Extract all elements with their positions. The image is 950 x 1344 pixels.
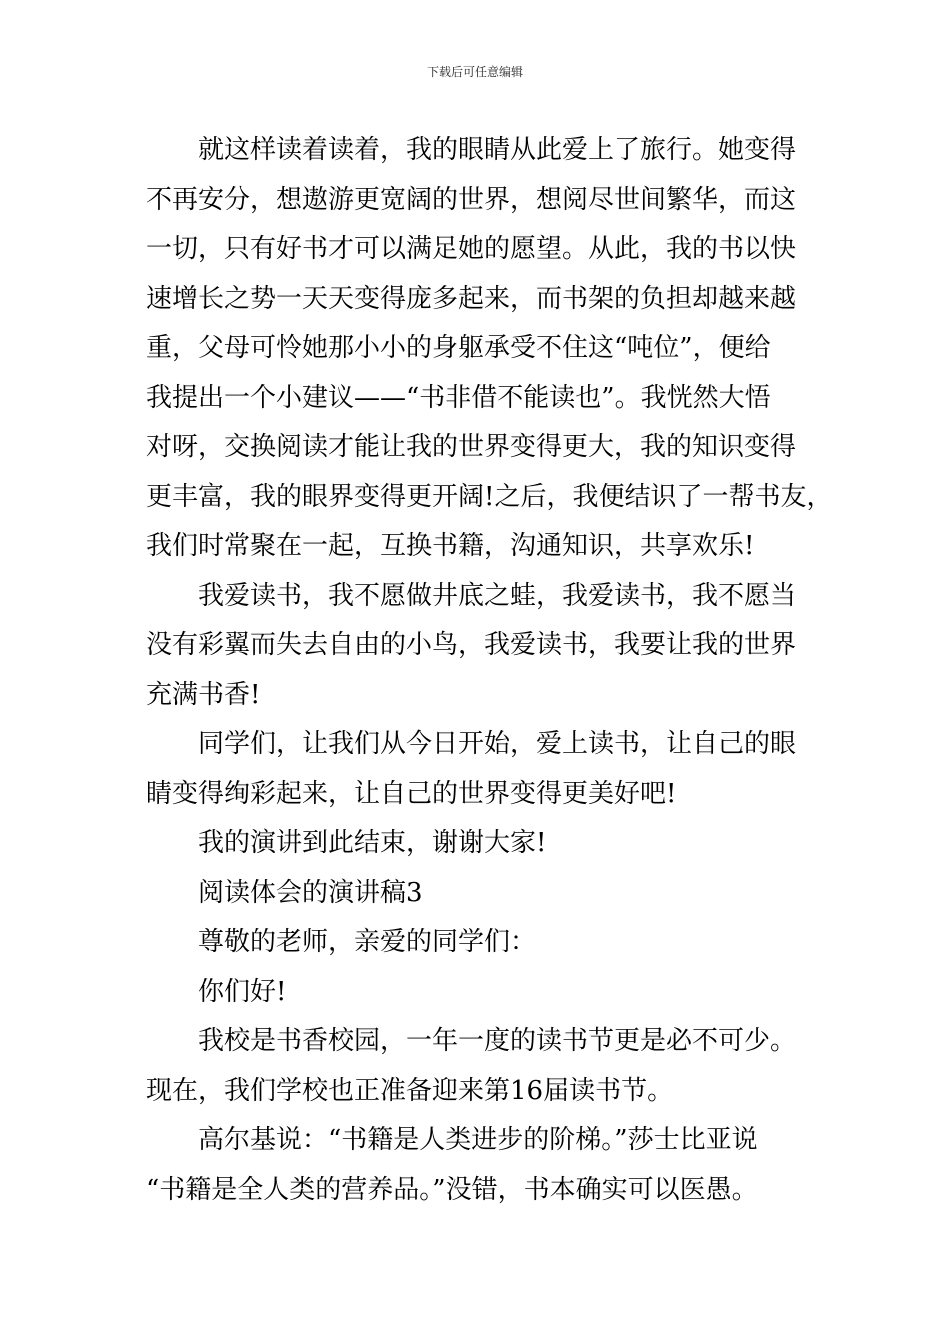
text-line: 高尔基说：“书籍是人类进步的阶梯。”莎士比亚说 [198, 1125, 758, 1155]
text-line: 一切，只有好书才可以满足她的愿望。从此，我的书以快 [146, 234, 797, 264]
text-line: 我的演讲到此结束，谢谢大家! [198, 828, 547, 858]
text-line: 我们时常聚在一起，互换书籍，沟通知识，共享欢乐! [146, 531, 755, 561]
text-line: 你们好! [198, 976, 287, 1007]
text-line: 我提出一个小建议——“书非借不能读也”。我恍然大悟 [146, 382, 771, 413]
text-line: 充满书香! [146, 679, 261, 710]
text-line: 我爱读书，我不愿做井底之蛙，我爱读书，我不愿当 [198, 580, 797, 611]
text-line: “书籍是全人类的营养品。”没错，书本确实可以医愚。 [146, 1174, 758, 1205]
text-line: 睛变得绚彩起来，让自己的世界变得更美好吧! [146, 778, 677, 809]
text-line: 速增长之势一天天变得庞多起来，而书架的负担却越来越 [146, 283, 797, 314]
text-line: 现在，我们学校也正准备迎来第16届读书节。 [146, 1075, 674, 1106]
text-line: 我校是书香校园，一年一度的读书节更是必不可少。 [198, 1026, 797, 1056]
document-body [146, 126, 833, 1215]
text-line: 重，父母可怜她那小小的身躯承受不住这“吨位”，便给 [146, 333, 771, 363]
text-line: 没有彩翼而失去自由的小鸟，我爱读书，我要让我的世界 [146, 630, 797, 660]
text-line: 不再安分，想遨游更宽阔的世界，想阅尽世间繁华，而这 [146, 184, 797, 215]
text-line: 就这样读着读着，我的眼睛从此爱上了旅行。她变得 [198, 135, 797, 165]
text-line: 同学们，让我们从今日开始，爱上读书，让自己的眼 [198, 729, 797, 759]
text-line: 尊敬的老师，亲爱的同学们： [198, 927, 537, 957]
section-heading: 阅读体会的演讲稿3 [198, 877, 423, 908]
page-header-note: 下载后可任意编辑 [426, 65, 523, 79]
text-line: 对呀，交换阅读才能让我的世界变得更大，我的知识变得 [146, 432, 797, 462]
text-line: 更丰富，我的眼界变得更开阔!之后，我便结识了一帮书友， [146, 481, 833, 512]
